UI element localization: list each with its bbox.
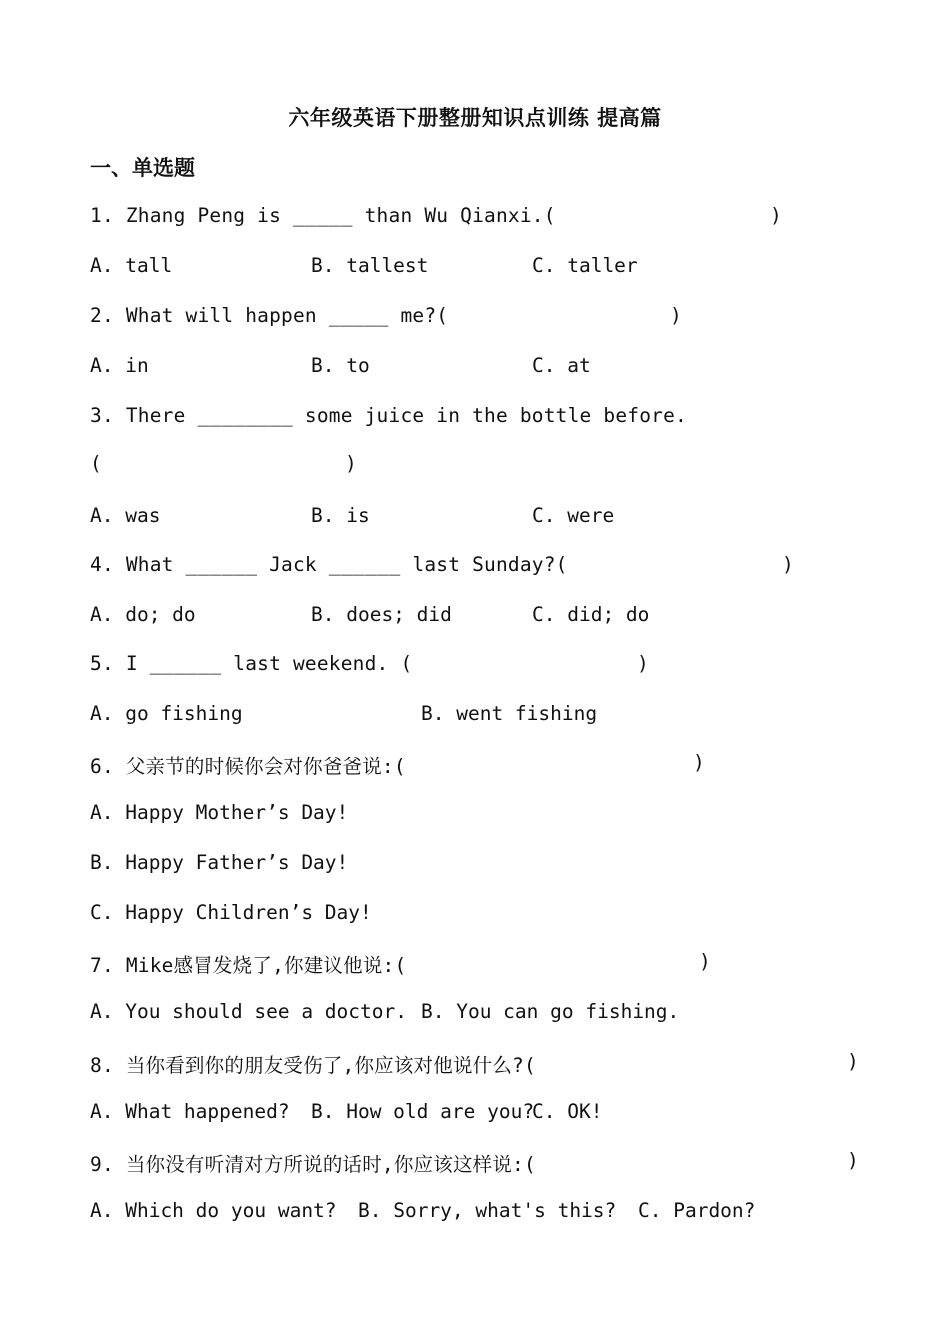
question-4-stem: 4. What ______ Jack ______ last Sunday?( [90,553,568,576]
page-title: 六年级英语下册整册知识点训练 提高篇 [288,106,662,130]
question-3-option-c[interactable]: C. were [532,504,615,527]
question-9-stem: 9. 当你没有听清对方所说的话时,你应该这样说:( [90,1153,536,1176]
question-4-option-c[interactable]: C. did; do [532,603,650,626]
question-1-close: ) [770,204,782,227]
question-2-close: ) [670,304,682,327]
question-6-option-b[interactable]: B. Happy Father’s Day! [90,851,349,874]
question-8-option-a[interactable]: A. What happened? [90,1100,290,1123]
question-6-stem: 6. 父亲节的时候你会对你爸爸说:( [90,755,406,778]
question-1-stem: 1. Zhang Peng is _____ than Wu Qianxi.( [90,204,556,227]
question-7-option-a[interactable]: A. You should see a doctor. [90,1000,407,1023]
question-2-stem: 2. What will happen _____ me?( [90,304,449,327]
question-8-stem: 8. 当你看到你的朋友受伤了,你应该对他说什么?( [90,1054,536,1077]
question-7-close: ) [699,950,711,973]
question-4-option-b[interactable]: B. does; did [311,603,452,626]
question-3-stem-line2: ( [90,452,102,475]
question-5-close: ) [637,652,649,675]
section-heading: 一、单选题 [90,156,195,180]
question-7-option-b[interactable]: B. You can go fishing. [421,1000,680,1023]
question-2-option-a[interactable]: A. in [90,354,149,377]
question-1-option-b[interactable]: B. tallest [311,254,429,277]
question-9-option-c[interactable]: C. Pardon? [638,1199,756,1222]
question-5-option-a[interactable]: A. go fishing [90,702,243,725]
question-2-option-b[interactable]: B. to [311,354,370,377]
question-4-option-a[interactable]: A. do; do [90,603,196,626]
question-6-close: ) [693,751,705,774]
question-9-option-b[interactable]: B. Sorry, what's this? [358,1199,617,1222]
question-8-close: ) [847,1050,859,1073]
question-6-option-c[interactable]: C. Happy Children’s Day! [90,901,372,924]
question-3-stem: 3. There ________ some juice in the bottle before. [90,404,687,427]
question-5-stem: 5. I ______ last weekend. ( [90,652,413,675]
question-4-close: ) [782,553,794,576]
question-6-option-a[interactable]: A. Happy Mother’s Day! [90,801,349,824]
question-3-close: ) [345,452,357,475]
question-8-option-b[interactable]: B. How old are you? [311,1100,535,1123]
question-9-option-a[interactable]: A. Which do you want? [90,1199,337,1222]
question-3-option-b[interactable]: B. is [311,504,370,527]
question-5-option-b[interactable]: B. went fishing [421,702,598,725]
question-2-option-c[interactable]: C. at [532,354,591,377]
question-1-option-c[interactable]: C. taller [532,254,638,277]
question-1-option-a[interactable]: A. tall [90,254,173,277]
question-9-close: ) [847,1149,859,1172]
question-3-option-a[interactable]: A. was [90,504,161,527]
question-8-option-c[interactable]: C. OK! [532,1100,603,1123]
question-7-stem: 7. Mike感冒发烧了,你建议他说:( [90,954,407,977]
